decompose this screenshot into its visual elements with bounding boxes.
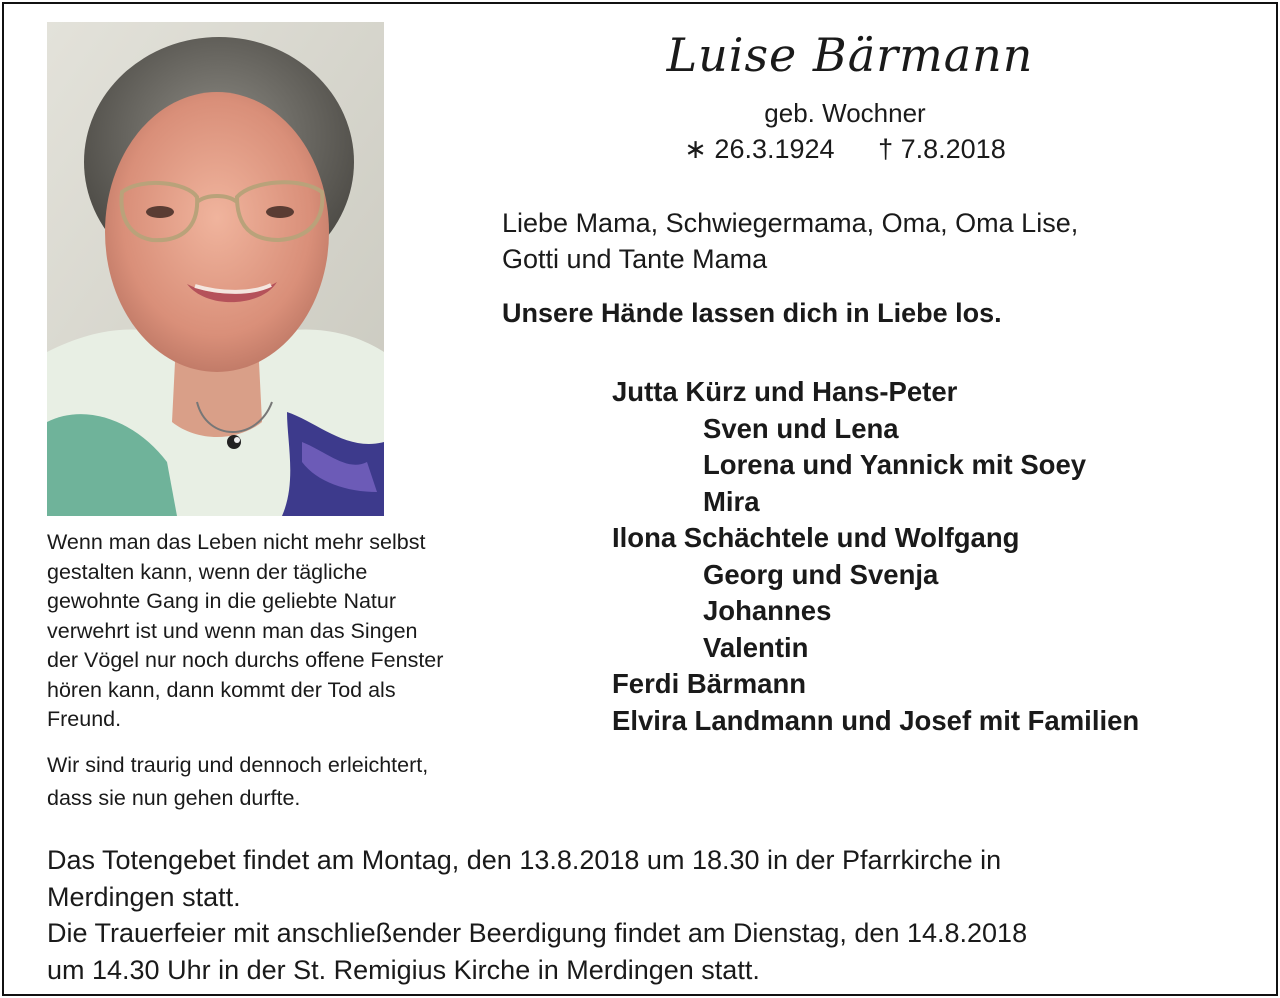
family-list [612,374,1139,739]
quote-line: der Vögel nur noch durchs offene Fenster [47,648,444,672]
death-cross-icon: † [878,134,894,164]
quote-line: Wenn man das Leben nicht mehr selbst [47,530,426,554]
quote-line: Freund. [47,707,122,731]
family-member: Mira [703,485,760,517]
quote-line: gewohnte Gang in die geliebte Natur [47,589,397,613]
notice-line: Das Totengebet findet am Montag, den 13.8.2018 um 18.30 in der Pfarrkirche in [47,845,1002,875]
quote-line: gestalten kann, wenn der tägliche [47,559,368,584]
family-member: Georg und Svenja [703,558,939,590]
family-member: Sven und Lena [703,412,899,444]
death-date-group [878,134,1006,164]
greeting-line: Gotti und Tante Mama [502,244,768,274]
birth-date: 26.3.1924 [714,134,835,164]
greeting-line: Liebe Mama, Schwiegermama, Oma, Oma Lise, [502,208,1079,238]
quote-line: verwehrt ist und wenn man das Singen [47,618,418,643]
family-member: Jutta Kürz und Hans-Peter [612,376,958,407]
family-member: Ilona Schächtele und Wolfgang [612,522,1020,553]
death-date: 7.8.2018 [900,134,1006,164]
notice-line: Merdingen statt. [47,881,241,912]
greeting [502,205,1078,277]
motto: Unsere Hände lassen dich in Liebe los. [502,298,1002,328]
deceased-name: Luise Bärmann [666,28,1034,82]
birth-name: geb. Wochner [764,98,926,128]
birth-star-icon: ∗ [684,134,707,164]
family-member: Johannes [703,595,832,626]
portrait-photo [47,22,384,516]
family-member: Lorena und Yannick mit Soey [703,449,1087,480]
birth-date-group [684,134,834,164]
closing-line: dass sie nun gehen durfte. [47,785,301,810]
closing-line: Wir sind traurig und dennoch erleichtert, [47,752,429,777]
life-dates [600,134,1090,165]
notice-line: um 14.30 Uhr in der St. Remigius Kirche in Merdingen statt. [47,954,760,985]
quote-line: hören kann, dann kommt der Tod als [47,677,396,702]
notice-line: Die Trauerfeier mit anschließender Beerdigung findet am Dienstag, den 14.8.2018 [47,918,1028,948]
family-member: Valentin [703,631,809,663]
memorial-quote [47,528,527,815]
service-notice [47,842,1247,988]
family-member: Ferdi Bärmann [612,668,807,699]
family-member: Elvira Landmann und Josef mit Familien [612,704,1140,736]
